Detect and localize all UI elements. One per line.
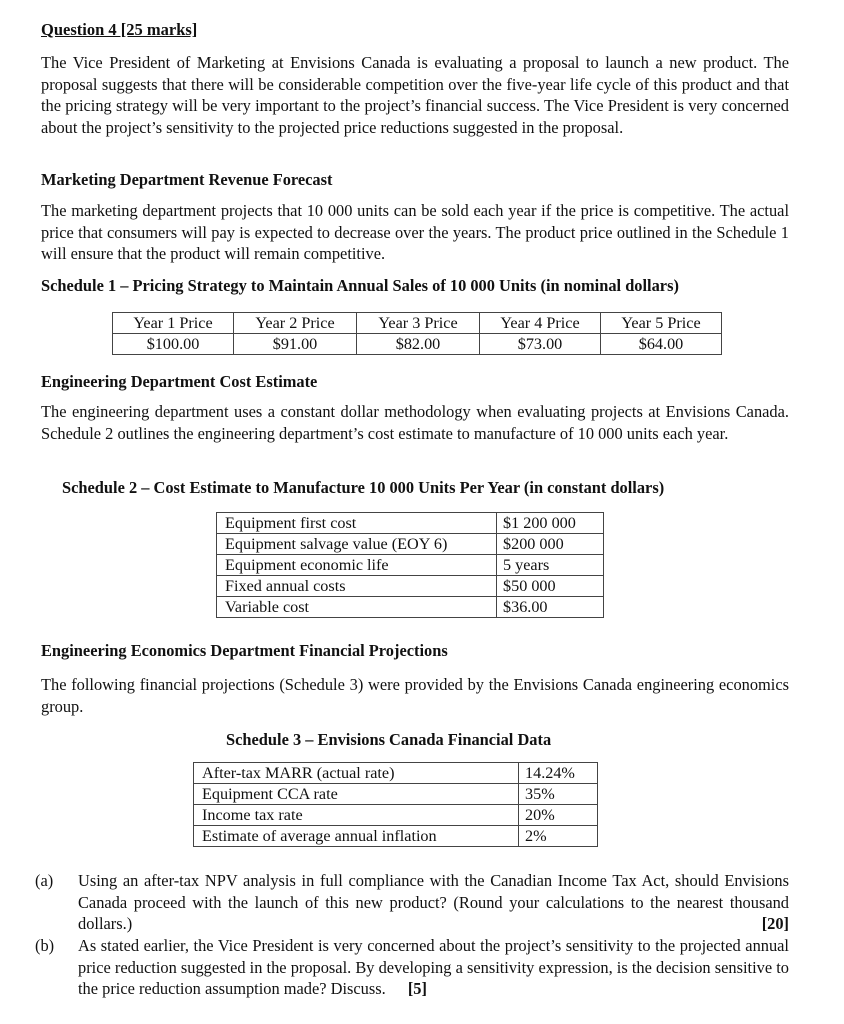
schedule3-value-cell: 2% <box>519 826 598 847</box>
table-row <box>194 784 598 805</box>
intro-paragraph: The Vice President of Marketing at Envisions Canada is evaluating a proposal to launch a new product. The proposal suggests that there will be considerable competition over the five-year life cycle of this product and that the pricing strategy will be very important to the project’s financial success. The Vice President is very concerned about the project’s sensitivity to the projected price reductions suggested in the proposal. <box>41 53 789 137</box>
schedule2-label-cell: Equipment economic life <box>217 555 497 576</box>
schedule1-header-cell: Year 4 Price <box>480 313 601 334</box>
schedule1-title: Schedule 1 – Pricing Strategy to Maintain Annual Sales of 10 000 Units (in nominal dollars) <box>41 276 679 295</box>
schedule1-header-cell: Year 2 Price <box>234 313 357 334</box>
question-b-body: As stated earlier, the Vice President is very concerned about the project’s sensitivity to the projected annual price reduction suggested in the proposal. By developing a sensitivity expression, is the decision sensitive to the price reduction assumption made? Discuss. <box>78 936 789 998</box>
table-row <box>217 534 604 555</box>
schedule2-table <box>216 512 604 618</box>
schedule1-value-cell: $64.00 <box>601 334 722 355</box>
marketing-heading: Marketing Department Revenue Forecast <box>41 170 333 189</box>
question-a-text <box>78 870 789 935</box>
engineering-paragraph: The engineering department uses a constant dollar methodology when evaluating projects at Envisions Canada. Schedule 2 outlines the engineering department’s cost estimate to manufacture of 10 000 units each year. <box>41 402 789 443</box>
question-b-marks: [5] <box>407 979 427 998</box>
schedule2-value-cell: $50 000 <box>497 576 604 597</box>
table-row <box>194 763 598 784</box>
table-row <box>217 597 604 618</box>
question-b-text <box>78 935 789 1000</box>
schedule1-header-cell: Year 1 Price <box>113 313 234 334</box>
question-a-label: (a) <box>35 871 54 890</box>
schedule3-label-cell: After-tax MARR (actual rate) <box>194 763 519 784</box>
schedule1-header-row <box>113 313 722 334</box>
table-row <box>217 513 604 534</box>
schedule3-table <box>193 762 598 847</box>
schedule2-title: Schedule 2 – Cost Estimate to Manufacture 10 000 Units Per Year (in constant dollars) <box>62 478 665 497</box>
schedule1-value-cell: $73.00 <box>480 334 601 355</box>
question-b <box>35 935 789 1001</box>
schedule2-label-cell: Fixed annual costs <box>217 576 497 597</box>
schedule3-label-cell: Estimate of average annual inflation <box>194 826 519 847</box>
schedule2-label-cell: Equipment salvage value (EOY 6) <box>217 534 497 555</box>
table-row <box>217 555 604 576</box>
schedule2-value-cell: $200 000 <box>497 534 604 555</box>
schedule3-value-cell: 14.24% <box>519 763 598 784</box>
question-b-label: (b) <box>35 936 55 955</box>
schedule1-value-cell: $82.00 <box>357 334 480 355</box>
marketing-paragraph: The marketing department projects that 10 000 units can be sold each year if the price is competitive. The actual price that consumers will pay is expected to decrease over the years. The product price outlined in the Schedule 1 will ensure that the product will remain competitive. <box>41 201 789 263</box>
schedule3-value-cell: 20% <box>519 805 598 826</box>
schedule2-value-cell: $36.00 <box>497 597 604 618</box>
schedule2-label-cell: Variable cost <box>217 597 497 618</box>
table-row <box>194 805 598 826</box>
schedule2-value-cell: 5 years <box>497 555 604 576</box>
question-a <box>35 870 789 936</box>
schedule1-header-cell: Year 5 Price <box>601 313 722 334</box>
question-title: Question 4 [25 marks] <box>41 20 198 39</box>
schedule1-header-cell: Year 3 Price <box>357 313 480 334</box>
schedule3-label-cell: Equipment CCA rate <box>194 784 519 805</box>
question-a-marks: [20] <box>761 914 789 933</box>
table-row <box>217 576 604 597</box>
schedule2-value-cell: $1 200 000 <box>497 513 604 534</box>
schedule2-label-cell: Equipment first cost <box>217 513 497 534</box>
schedule1-value-cell: $100.00 <box>113 334 234 355</box>
schedule1-value-row <box>113 334 722 355</box>
schedule3-value-cell: 35% <box>519 784 598 805</box>
question-a-body: Using an after-tax NPV analysis in full compliance with the Canadian Income Tax Act, should Envisions Canada proceed with the launch of this new product? (Round your calculations to the nearest thousand dollars.) <box>78 871 789 933</box>
schedule1-table <box>112 312 722 355</box>
schedule3-title: Schedule 3 – Envisions Canada Financial Data <box>226 730 552 749</box>
econ-paragraph: The following financial projections (Schedule 3) were provided by the Envisions Canada engineering economics group. <box>41 675 789 716</box>
econ-heading: Engineering Economics Department Financial Projections <box>41 641 448 660</box>
engineering-heading: Engineering Department Cost Estimate <box>41 372 318 391</box>
schedule1-value-cell: $91.00 <box>234 334 357 355</box>
table-row <box>194 826 598 847</box>
schedule3-label-cell: Income tax rate <box>194 805 519 826</box>
